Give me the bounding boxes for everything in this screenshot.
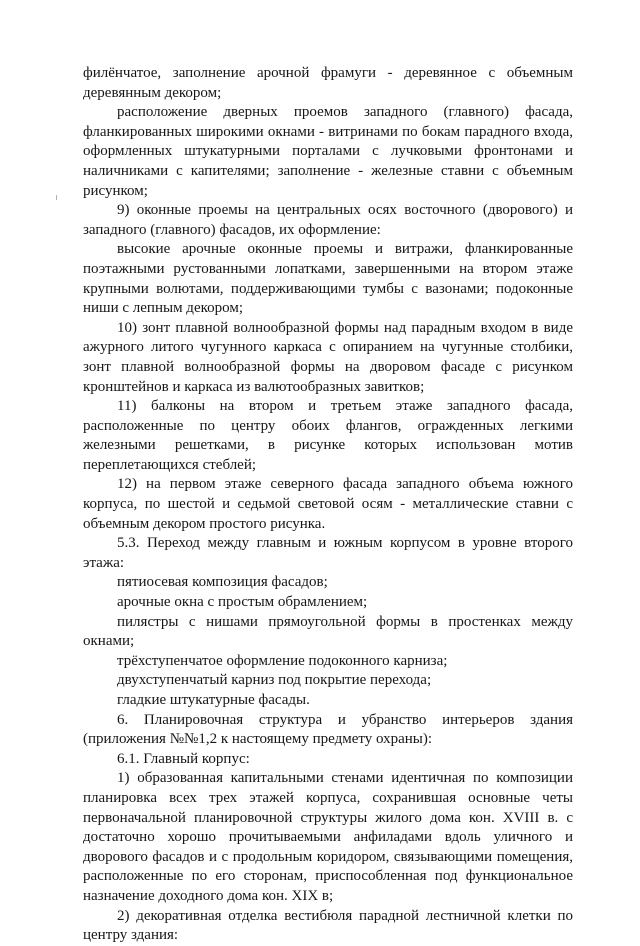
paragraph: 11) балконы на втором и третьем этаже западного фасада, расположенные по центру обоих флангов, огражденных легкими железными решетками, в рисунке которых использован мотив переплетающихся стеблей; xyxy=(83,398,573,473)
paragraph: пилястры с нишами прямоугольной формы в простенках между окнами; xyxy=(83,613,573,650)
paragraph: двухступенчатый карниз под покрытие перехода; xyxy=(117,672,432,689)
document-body xyxy=(83,64,573,946)
paragraph: 6. Планировочная структура и убранство интерьеров здания (приложения №№1,2 к настоящему предмету охраны): xyxy=(83,711,573,748)
paragraph: филёнчатое, заполнение арочной фрамуги - деревянное с объемным деревянным декором; xyxy=(83,65,573,101)
paragraph: расположение дверных проемов западного (главного) фасада, фланкированных широкими окнами - витринами по бокам парадного входа, оформленных штукатурными порталами с лучковыми фронтонами и наличниками с капителями; заполнение - железные ставни с объемным рисунком; xyxy=(83,104,573,199)
paragraph: 12) на первом этаже северного фасада западного объема южного корпуса, по шестой и седьмой световой осям - металлические ставни с объемным декором простого рисунка. xyxy=(83,476,573,532)
paragraph: 2) декоративная отделка вестибюля парадной лестничной клетки по центру здания: xyxy=(83,907,573,944)
paragraph: высокие арочные оконные проемы и витражи, фланкированные поэтажными рустованными лопатками, завершенными на втором этаже крупными волютами, поддерживающими тумбы с вазонами; подоконные ниши с лепным декором; xyxy=(83,241,573,317)
paragraph: 1) образованная капитальными стенами идентичная по композиции планировка всех трех этажей корпуса, сохранившая основные четы первоначальной планировочной структуры жилого дома кон. XVIII в. с достаточно хорошо прочитываемыми анфиладами вдоль уличного и дворового фасадов и с продольным коридором, связывающими помещения, расположенные по его сторонам, приспособленная под функциональное назначение доходного дома кон. XIX в; xyxy=(83,770,573,904)
paragraph: гладкие штукатурные фасады. xyxy=(117,692,310,708)
paragraph: пятиосевая композиция фасадов; xyxy=(117,574,328,591)
paragraph: 6.1. Главный корпус: xyxy=(117,750,250,767)
margin-mark xyxy=(56,195,57,200)
paragraph: 5.3. Переход между главным и южным корпусом в уровне второго этажа: xyxy=(83,535,573,571)
paragraph: 9) оконные проемы на центральных осях восточного (дворового) и западного (главного) фасадов, их оформление: xyxy=(83,202,573,238)
paragraph: 10) зонт плавной волнообразной формы над парадным входом в виде ажурного литого чугунного каркаса с опиранием на чугунные столбики, зонт плавной волнообразной формы на дворовом фасаде с рисунком кронштейнов и каркаса из валютообразных завитков; xyxy=(83,319,573,395)
paragraph: арочные окна с простым обрамлением; xyxy=(117,594,368,611)
paragraph: трёхступенчатое оформление подоконного карниза; xyxy=(117,652,448,669)
